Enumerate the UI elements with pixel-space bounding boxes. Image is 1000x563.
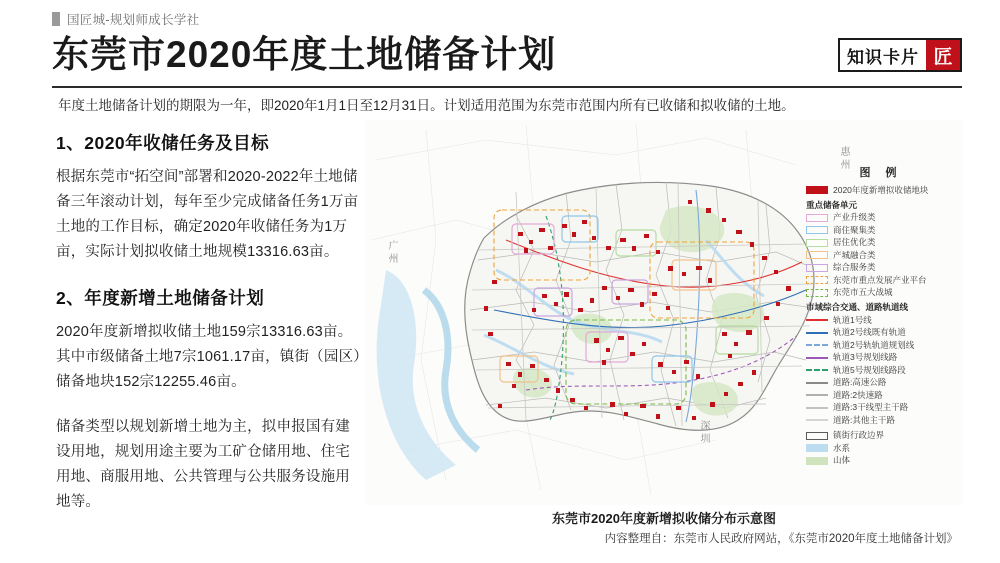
legend-label: 山体 <box>833 455 851 466</box>
neighbor-label-huizhou: 惠州 <box>838 146 849 172</box>
source-note: 内容整理自：东莞市人民政府网站，《东莞市2020年度土地储备计划》 <box>604 533 958 545</box>
legend-item <box>806 455 956 468</box>
legend-label: 产业升级类 <box>833 212 876 223</box>
legend-label: 轨道3号规划线路 <box>833 352 898 363</box>
badge-seal-icon: 匠 <box>926 40 960 70</box>
legend-label: 轨道2号轨轨道规划线 <box>833 339 915 350</box>
legend-swatch-primary <box>806 186 828 194</box>
legend-label: 产城融合类 <box>833 249 876 260</box>
legend-item <box>806 389 956 402</box>
legend-line <box>806 332 828 334</box>
legend-item <box>806 364 956 377</box>
map-panel <box>366 120 962 505</box>
badge-label: 知识卡片 <box>847 47 919 67</box>
legend-label: 综合服务类 <box>833 262 876 273</box>
legend-label: 水系 <box>833 442 851 453</box>
legend-label: 轨道1号线 <box>833 314 872 325</box>
map-legend <box>806 168 956 467</box>
legend-line <box>806 369 828 371</box>
legend-label: 居住优化类 <box>833 237 876 248</box>
legend-item <box>806 442 956 455</box>
legend-swatch <box>806 251 828 259</box>
legend-swatch <box>806 444 828 452</box>
title-wrap <box>52 30 960 82</box>
legend-swatch <box>806 457 828 465</box>
legend-swatch <box>806 264 828 272</box>
page-title: 东莞市2020年度土地储备计划 <box>52 34 557 75</box>
legend-item-primary <box>806 184 956 197</box>
legend-item <box>806 377 956 390</box>
legend-swatch <box>806 214 828 222</box>
section-3-body: 储备类型以规划新增土地为主，拟申报国有建设用地，规划用途主要为工矿仓储用地、住宅用地、商服用地、公共管理与公共服务设施用地等。 <box>56 419 350 510</box>
intro-paragraph: 年度土地储备计划的期限为一年，即2020年1月1日至12月31日。计划适用范围为东莞市范围内所有已收储和拟收储的土地。 <box>58 98 795 113</box>
legend-line <box>806 344 828 346</box>
legend-label: 道路:2快速路 <box>833 389 883 400</box>
legend-line <box>806 407 828 409</box>
legend-item <box>806 274 956 287</box>
legend-item <box>806 262 956 275</box>
legend-swatch <box>806 276 828 284</box>
legend-label: 商住聚集类 <box>833 224 876 235</box>
legend-title: 图 例 <box>859 167 903 179</box>
title-divider <box>52 86 962 88</box>
legend-item <box>806 430 956 443</box>
brand-mark-icon <box>52 12 60 26</box>
legend-item <box>806 212 956 225</box>
legend-label-primary: 2020年度新增拟收储地块 <box>833 184 929 195</box>
legend-item <box>806 414 956 427</box>
section-2-heading: 2、年度新增土地储备计划 <box>56 288 265 308</box>
legend-line <box>806 357 828 359</box>
brand-label: 国匠城-规划师成长学社 <box>67 13 200 27</box>
legend-label: 镇街行政边界 <box>833 430 885 441</box>
legend-item <box>806 237 956 250</box>
legend-item <box>806 314 956 327</box>
legend-label: 东莞市重点发展产业平台 <box>833 274 927 285</box>
legend-label: 轨道2号线既有轨道 <box>833 327 906 338</box>
legend-label: 轨道5号规划线路段 <box>833 364 906 375</box>
legend-line <box>806 382 828 384</box>
legend-swatch <box>806 226 828 234</box>
legend-item <box>806 224 956 237</box>
legend-label: 道路:3干线型主干路 <box>833 402 909 413</box>
legend-item <box>806 352 956 365</box>
legend-swatch <box>806 432 828 440</box>
legend-swatch <box>806 239 828 247</box>
map-caption: 东莞市2020年度新增拟收储分布示意图 <box>552 511 776 526</box>
legend-label: 道路:高速公路 <box>833 377 887 388</box>
legend-line <box>806 394 828 396</box>
legend-label: 东莞市五大战城 <box>833 287 893 298</box>
section-2-body: 2020年度新增拟收储土地159宗13316.63亩。其中市级储备土地7宗1061.17亩，镇街（园区）储备地块152宗12255.46亩。 <box>56 324 361 390</box>
legend-group-head-transit: 市域综合交通、道路轨道线 <box>806 302 909 312</box>
brand-row <box>52 10 199 28</box>
neighbor-label-shenzhen: 深圳 <box>698 420 709 446</box>
legend-label: 道路:其他主干路 <box>833 414 895 425</box>
legend-swatch <box>806 289 828 297</box>
section-1-heading: 1、2020年收储任务及目标 <box>56 133 270 153</box>
legend-item <box>806 327 956 340</box>
section-1-body: 根据东莞市“拓空间”部署和2020-2022年土地储备三年滚动计划，每年至少完成储备任务1万亩土地的工作目标，确定2020年收储任务为1万亩，实际计划拟收储土地规模13316.63亩。 <box>56 169 359 260</box>
legend-item <box>806 287 956 300</box>
legend-group-head-units: 重点储备单元 <box>806 199 858 210</box>
left-content-column <box>52 130 362 535</box>
knowledge-card-badge <box>838 38 962 72</box>
legend-item <box>806 402 956 415</box>
legend-line <box>806 319 828 321</box>
neighbor-label-guangzhou: 广州 <box>386 240 397 266</box>
legend-item <box>806 339 956 352</box>
legend-line <box>806 419 828 421</box>
legend-item <box>806 249 956 262</box>
